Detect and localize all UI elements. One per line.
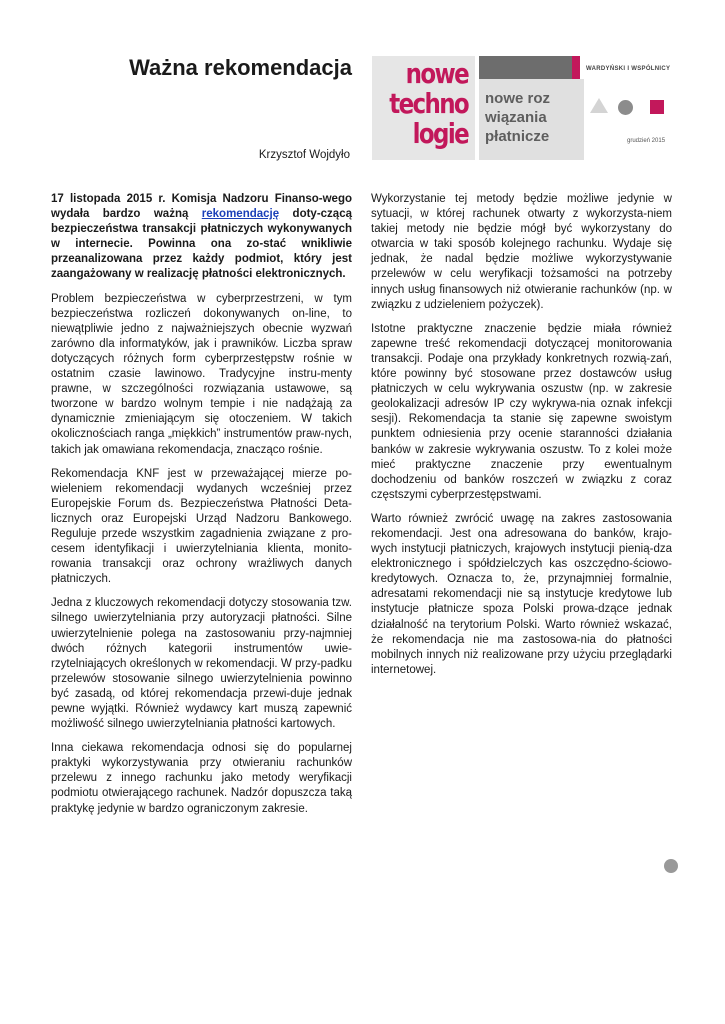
lead-text-start: 17 listopada 2015 r. Komisja Nadzoru Finanso-wego wydała bardzo ważną xyxy=(51,193,352,221)
square-icon xyxy=(650,100,664,114)
author-name: Krzysztof Wojdyło xyxy=(258,149,350,161)
paragraph-4: Inna ciekawa rekomendacja odnosi się do popularnej praktyki wykorzystywania przy otwieraniu rachunków przelewu z innego rachunku jako metody weryfikacji podmiotu otwierającego rachunek. Nadzór dopuszcza taką praktykę jedynie w bardzo ograniczonym zakresie. xyxy=(51,742,352,815)
paragraph-7: Warto również zwrócić uwagę na zakres zastosowania rekomendacji. Jest ona adresowana do banków, krajo-wych instytucji płatniczych, krajowych instytucji pienią-dza elektronicznego i spółdzielczych kas oszczędno-ściowo-kredytowych. Oznacza to, że, przynajmniej formalnie, adresatami rekomendacji nie są instytucje kredytowe lub instytucje płatnicze spoza Polski prowa-dzące jednak działalność na terytorium Polski. Warto również wskazać, że rekomendacja nie ma zastosowa-nia do płatności mobilnych innych niż realizowane przy użyciu przeglądarki internetowej. xyxy=(371,512,672,676)
logo-text-line-3: logie xyxy=(412,117,468,150)
banner-accent-bar xyxy=(572,56,580,79)
paragraph-5: Wykorzystanie tej metody będzie możliwe jedynie w sytuacji, w której rachunek otwarty z wykorzysta-niem takiej metody nie będzie mógł być wykorzystany do otwarcia w taki sposób kolejnego rachunku. Wydaje się jednak, że nadal będzie możliwe wykorzystywanie przelewów w celu weryfikacji tożsamości na potrzeby innych usług finansowych niż otwieranie rachunków (np. w związku z udzieleniem pożyczek). xyxy=(371,193,672,311)
paragraph-1: Problem bezpieczeństwa w cyberprzestrzeni, w tym bezpieczeństwa rozliczeń dokonywanych on-line, to niewątpliwie jedno z najważniejszych obecnie wyzwań zarówno dla informatyków, jak i prawników. Liczba spraw dotyczących różnych form cyberprzestępstw rośnie w ostatnim czasie lawinowo. Tradycyjne instru-menty prawne, w szczególności rozwiązania ustawowe, są tworzone w bardzo wolnym tempie i nie nadążają za dynamicznie zmieniającym się otoczeniem. W takich okolicznościach ranga „miękkich” instrumentów praw-nych, takich jak omawiana rekomendacja, znacząco rośnie. xyxy=(51,292,352,456)
issue-date: grudzień 2015 xyxy=(627,138,666,144)
banner-top-bar xyxy=(479,56,579,79)
page-title: Ważna rekomendacja xyxy=(129,55,352,80)
page-dot-icon xyxy=(664,859,678,873)
paragraph-2: Rekomendacja KNF jest w przeważającej mierze po-wieleniem rekomendacji wydanych wcześniej przez Europejskie Forum ds. Bezpieczeństwa Płatności Deta-licznych oraz Europejski Urząd Nadzoru Bankowego. Reguluje przede wszystkim zagadnienia związane z pro-cesem identyfikacji i uwierzytelniania klienta, monito-rowania transakcji oraz ochrony wrażliwych danych płatniczych. xyxy=(51,467,352,586)
tagline-line-1: nowe roz xyxy=(485,90,551,107)
tagline-line-3: płatnicze xyxy=(485,128,550,145)
newsletter-banner xyxy=(372,56,677,160)
tagline-line-2: wiązania xyxy=(485,109,547,126)
logo-text-line-1: nowe xyxy=(405,57,468,90)
left-column xyxy=(51,192,352,826)
triangle-icon xyxy=(590,98,608,113)
right-column xyxy=(371,192,672,687)
paragraph-6: Istotne praktyczne znaczenie będzie miała również zapewne treść rekomendacji dotyczącej monitorowania transakcji. Podaje ona przykłady konkretnych rozwią-zań, które powinny być stosowane przez dostawców usług płatniczych w celu wykrywania oszustw (np. w zakresie geolokalizacji adresów IP czy wykrywa-nia oznak infekcji sesji). Rekomendacja ta stanie się zapewne swoistym punktem odniesienia przy ocenie staranności działania banków w zakresie wykrywania oszustw. To z kolei może mieć praktyczne znaczenie przy ewentualnym dochodzeniu od banków roszczeń w związku z coraz częstszymi cyberprzestępstwami. xyxy=(371,322,672,501)
lead-text-end: doty-czącą bezpieczeństwa transakcji płatniczych wykonywanych w internecie. Powinna ona zo-stać wnikliwie przeanalizowana przez każdy podmiot, który jest zaangażowany w realizację płatności elektronicznych. xyxy=(51,208,352,281)
lead-paragraph xyxy=(51,192,352,283)
recommendation-link[interactable]: rekomendację xyxy=(201,208,280,221)
paragraph-3: Jedna z kluczowych rekomendacji dotyczy stosowania tzw. silnego uwierzytelniania przy autoryzacji płatności. Silne uwierzytelnienie polega na zastosowaniu przy-najmniej dwóch różnych kategorii instrumentów uwie-rzytelniających określonych w rekomendacji. W przy-padku przelewów stosowanie silnego uwierzytelnienia powinno być zasadą, od której rekomendacja przewi-duje jednak pewne wyjątki. Również wydawcy kart muszą zapewnić możliwość silnego uwierzytelniania płatności kartowych. xyxy=(51,597,352,731)
circle-icon xyxy=(618,100,633,115)
logo-text-line-2: techno xyxy=(389,87,469,120)
firm-name: WARDYŃSKI I WSPÓLNICY xyxy=(586,66,671,72)
